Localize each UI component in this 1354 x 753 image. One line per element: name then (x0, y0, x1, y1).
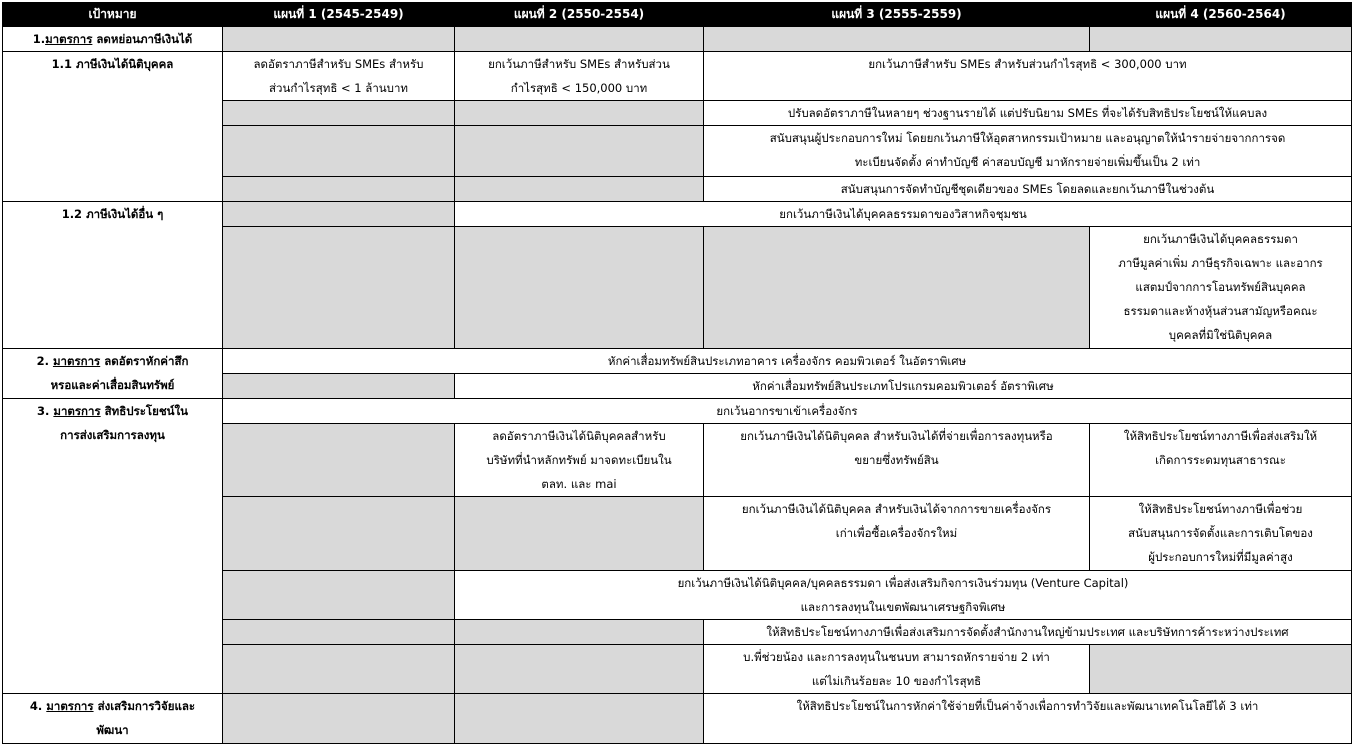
empty-cell (1090, 27, 1352, 52)
empty-cell (223, 694, 455, 744)
empty-cell (455, 227, 704, 349)
header-goal: เป้าหมาย (3, 3, 223, 27)
empty-cell (223, 645, 455, 694)
empty-cell (223, 571, 455, 620)
empty-cell (223, 620, 455, 645)
empty-cell (1090, 645, 1352, 694)
empty-cell (704, 27, 1090, 52)
s1-2-row-1 (3, 202, 1352, 227)
cell-text: ให้สิทธิประโยชน์ทางภาษีเพื่อส่งเสริมให้ เกิดการระดมทุนสาธารณะ (1090, 424, 1352, 497)
section-3-title: 3. มาตรการ สิทธิประโยชน์ใน การส่งเสริมการลงทุน (3, 399, 223, 694)
policy-table (2, 2, 1352, 744)
header-plan-3: แผนที่ 3 (2555-2559) (704, 3, 1090, 27)
empty-cell (223, 101, 455, 126)
sub-1-2-title: 1.2 ภาษีเงินได้อื่น ๆ (3, 202, 223, 349)
cell-text: ปรับลดอัตราภาษีในหลายๆ ช่วงฐานรายได้ แต่ปรับนิยาม SMEs ที่จะได้รับสิทธิประโยชน์ให้แคบลง (704, 101, 1352, 126)
header-plan-4: แผนที่ 4 (2560-2564) (1090, 3, 1352, 27)
cell-text: สนับสนุนการจัดทำบัญชีชุดเดียวของ SMEs โดยลดและยกเว้นภาษีในช่วงต้น (704, 177, 1352, 202)
cell-text: ยกเว้นภาษีเงินได้นิติบุคคล/บุคคลธรรมดา เพื่อส่งเสริมกิจการเงินร่วมทุน (Venture Capital) และการลงทุนในเขตพัฒนาเศรษฐกิจพิเศษ (455, 571, 1352, 620)
cell-text: บ.พี่ช่วยน้อง และการลงทุนในชนบท สามารถหักรายจ่าย 2 เท่า แต่ไม่เกินร้อยละ 10 ของกำไรสุทธิ (704, 645, 1090, 694)
empty-cell (455, 27, 704, 52)
section-4-title: 4. มาตรการ ส่งเสริมการวิจัยและ พัฒนา (3, 694, 223, 744)
empty-cell (223, 27, 455, 52)
empty-cell (455, 694, 704, 744)
empty-cell (455, 620, 704, 645)
cell-text: ยกเว้นอากรขาเข้าเครื่องจักร (223, 399, 1352, 424)
empty-cell (704, 227, 1090, 349)
section-1-title: 1.มาตรการ ลดหย่อนภาษีเงินได้ (3, 27, 223, 52)
empty-cell (223, 497, 455, 571)
cell-text: ยกเว้นภาษีเงินได้บุคคลธรรมดาของวิสาหกิจชุมชน (455, 202, 1352, 227)
section-1-row (3, 27, 1352, 52)
header-plan-2: แผนที่ 2 (2550-2554) (455, 3, 704, 27)
empty-cell (223, 374, 455, 399)
cell-text: หักค่าเสื่อมทรัพย์สินประเภทอาคาร เครื่องจักร คอมพิวเตอร์ ในอัตราพิเศษ (223, 349, 1352, 374)
section-3-row-1 (3, 399, 1352, 424)
cell-text: ลดอัตราภาษีเงินได้นิติบุคคลสำหรับ บริษัทที่นำหลักทรัพย์ มาจดทะเบียนใน ตลท. และ mai (455, 424, 704, 497)
empty-cell (223, 202, 455, 227)
cell-text: ยกเว้นภาษีเงินได้บุคคลธรรมดา ภาษีมูลค่าเพิ่ม ภาษีธุรกิจเฉพาะ และอากร แสตมป์จากการโอนทรัพย์สินบุคคล ธรรมดาและห้างหุ้นส่วนสามัญหรือคณะ บุคคลที่มิใช่นิติบุคคล (1090, 227, 1352, 349)
cell-text: ให้สิทธิประโยชน์ในการหักค่าใช้จ่ายที่เป็นค่าจ้างเพื่อการทำวิจัยและพัฒนาเทคโนโลยีได้ 3 เท่า (704, 694, 1352, 744)
cell-text: ให้สิทธิประโยชน์ทางภาษีเพื่อช่วย สนับสนุนการจัดตั้งและการเติบโตของ ผู้ประกอบการใหม่ที่มีมูลค่าสูง (1090, 497, 1352, 571)
s1-1-row-1 (3, 52, 1352, 101)
header-row (3, 3, 1352, 27)
empty-cell (455, 126, 704, 177)
header-plan-1: แผนที่ 1 (2545-2549) (223, 3, 455, 27)
empty-cell (223, 177, 455, 202)
cell-text: สนับสนุนผู้ประกอบการใหม่ โดยยกเว้นภาษีให้อุตสาหกรรมเป้าหมาย และอนุญาตให้นำรายจ่ายจากการจด ทะเบียนจัดตั้ง ค่าทำบัญชี ค่าสอบบัญชี มาหักรายจ่ายเพิ่มขึ้นเป็น 2 เท่า (704, 126, 1352, 177)
empty-cell (455, 101, 704, 126)
empty-cell (455, 177, 704, 202)
section-4-row (3, 694, 1352, 744)
cell-text: ยกเว้นภาษีสำหรับ SMEs สำหรับส่วนกำไรสุทธิ < 300,000 บาท (704, 52, 1352, 101)
cell-text: ยกเว้นภาษีสำหรับ SMEs สำหรับส่วน กำไรสุทธิ < 150,000 บาท (455, 52, 704, 101)
cell-text: ลดอัตราภาษีสำหรับ SMEs สำหรับ ส่วนกำไรสุทธิ < 1 ล้านบาท (223, 52, 455, 101)
sub-1-1-title: 1.1 ภาษีเงินได้นิติบุคคล (3, 52, 223, 202)
empty-cell (223, 424, 455, 497)
empty-cell (223, 126, 455, 177)
section-2-title: 2. มาตรการ ลดอัตราหักค่าสึก หรอและค่าเสื่อมสินทรัพย์ (3, 349, 223, 399)
cell-text: หักค่าเสื่อมทรัพย์สินประเภทโปรแกรมคอมพิวเตอร์ อัตราพิเศษ (455, 374, 1352, 399)
cell-text: ยกเว้นภาษีเงินได้นิติบุคคล สำหรับเงินได้ที่จ่ายเพื่อการลงทุนหรือ ขยายซึ่งทรัพย์สิน (704, 424, 1090, 497)
cell-text: ให้สิทธิประโยชน์ทางภาษีเพื่อส่งเสริมการจัดตั้งสำนักงานใหญ่ข้ามประเทศ และบริษัทการค้าระหว่างประเทศ (704, 620, 1352, 645)
section-2-row-1 (3, 349, 1352, 374)
cell-text: ยกเว้นภาษีเงินได้นิติบุคคล สำหรับเงินได้จากการขายเครื่องจักร เก่าเพื่อซื้อเครื่องจักรใหม่ (704, 497, 1090, 571)
empty-cell (223, 227, 455, 349)
empty-cell (455, 645, 704, 694)
empty-cell (455, 497, 704, 571)
